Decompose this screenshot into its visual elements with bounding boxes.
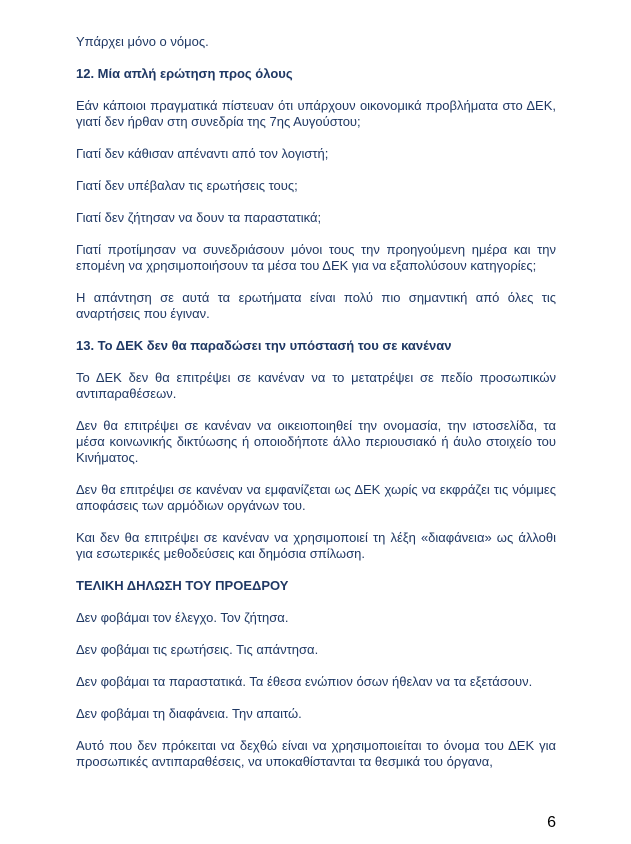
paragraph: Εάν κάποιοι πραγματικά πίστευαν ότι υπάρχουν οικονομικά προβλήματα στο ΔΕΚ, γιατί δεν ήρθαν στη συνεδρία της 7ης Αυγούστου; bbox=[76, 98, 556, 129]
paragraph: Γιατί προτίμησαν να συνεδριάσουν μόνοι τους την προηγούμενη ημέρα και την επομένη να χρησιμοποιήσουν τα μέσα του ΔΕΚ για να εξαπολύσουν κατηγορίες; bbox=[76, 242, 556, 273]
paragraph: Δεν θα επιτρέψει σε κανέναν να οικειοποιηθεί την ονομασία, την ιστοσελίδα, τα μέσα κοινωνικής δικτύωσης ή οποιοδήποτε άλλο περιουσιακό ή άυλο στοιχείο του Κινήματος. bbox=[76, 418, 556, 465]
paragraph: Δεν φοβάμαι τη διαφάνεια. Την απαιτώ. bbox=[76, 706, 302, 721]
paragraph: Δεν φοβάμαι τα παραστατικά. Τα έθεσα ενώπιον όσων ήθελαν να τα εξετάσουν. bbox=[76, 674, 533, 689]
section-heading-13: 13. Το ΔΕΚ δεν θα παραδώσει την υπόστασή του σε κανέναν bbox=[76, 338, 452, 353]
paragraph: Η απάντηση σε αυτά τα ερωτήματα είναι πολύ πιο σημαντική από όλες τις αναρτήσεις που έγιναν. bbox=[76, 290, 556, 321]
paragraph: Δεν θα επιτρέψει σε κανέναν να εμφανίζεται ως ΔΕΚ χωρίς να εκφράζει τις νόμιμες αποφάσεις των αρμόδιων οργάνων του. bbox=[76, 482, 556, 513]
paragraph: Δεν φοβάμαι τις ερωτήσεις. Τις απάντησα. bbox=[76, 642, 319, 657]
paragraph: Υπάρχει μόνο ο νόμος. bbox=[76, 34, 209, 49]
page-number: 6 bbox=[547, 814, 556, 831]
paragraph: Γιατί δεν ζήτησαν να δουν τα παραστατικά; bbox=[76, 210, 322, 225]
paragraph: Γιατί δεν υπέβαλαν τις ερωτήσεις τους; bbox=[76, 178, 298, 193]
paragraph: Δεν φοβάμαι τον έλεγχο. Τον ζήτησα. bbox=[76, 610, 289, 625]
paragraph: Αυτό που δεν πρόκειται να δεχθώ είναι να χρησιμοποιείται το όνομα του ΔΕΚ για προσωπικές αντιπαραθέσεις, να υποκαθίστανται τα θεσμικά του όργανα, bbox=[76, 738, 556, 769]
section-heading-12: 12. Μία απλή ερώτηση προς όλους bbox=[76, 66, 293, 81]
section-heading-final-statement: ΤΕΛΙΚΗ ΔΗΛΩΣΗ ΤΟΥ ΠΡΟΕΔΡΟΥ bbox=[76, 578, 289, 593]
document-page bbox=[76, 34, 556, 786]
paragraph: Και δεν θα επιτρέψει σε κανέναν να χρησιμοποιεί τη λέξη «διαφάνεια» ως άλλοθι για εσωτερικές μεθοδεύσεις και δημόσια σπίλωση. bbox=[76, 530, 556, 561]
paragraph: Γιατί δεν κάθισαν απέναντι από τον λογιστή; bbox=[76, 146, 329, 161]
paragraph: Το ΔΕΚ δεν θα επιτρέψει σε κανέναν να το μετατρέψει σε πεδίο προσωπικών αντιπαραθέσεων. bbox=[76, 370, 556, 401]
